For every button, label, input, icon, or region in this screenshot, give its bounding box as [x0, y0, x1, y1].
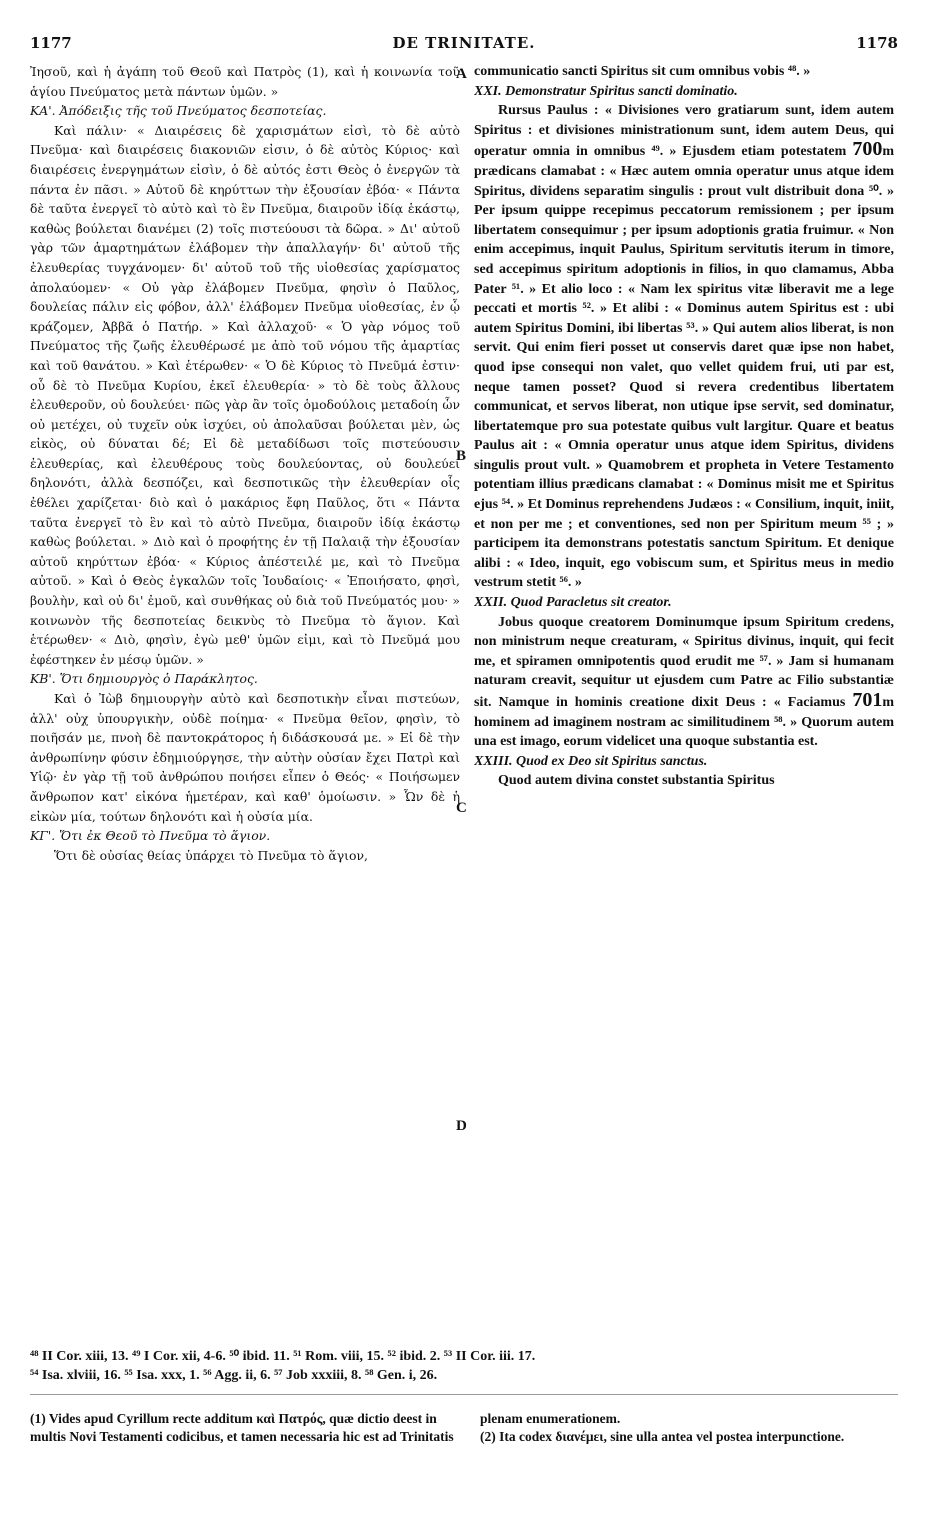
greek-heading-21: ΚΑ'. Ἀπόδειξις τῆς τοῦ Πνεύματος δεσποτείας. — [30, 103, 327, 119]
latin-column — [474, 62, 894, 1334]
footnote-divider — [30, 1394, 898, 1395]
latin-paragraph-1b: m prædicans clamabat : « Hæc autem omnia operatur unus atque idem Spiritus, dividens separatim singulis : prout vult distribuit dona ⁵⁰. » Per ipsum quippe recepimus peccatorum remissionem ; per ipsum libertatem consequimur ; per ipsum adoptionis gratia fruimur. « Non enim accepimus, inquit Paulus, Spiritum servitutis iterum in timore, sed accepimus spiritum adoptionis in filios, in quo clamamus, Abba Pater ⁵¹. » Et alio loco : « Nam lex spiritus vitæ liberavit me a lege peccati et mortis ⁵². » Et alibi : « Dominus autem Spiritus est : ubi autem Spiritus Domini, ibi libertas ⁵³. » Qui autem alios liberat, is non servit. Qui enim fieri posset ut conservis daret quæ ipse non habet, quod ipse consequi non valet, quo vellet quidem frui, uti par est, neque tamen posset? Quod si revera credentibus libertatem communicat, et servos liberat, non utique ipse servit, sed dominatur, libertatemque pro sua potestate quibus vult largitur. Quare et beatus Paulus ait : « Omnia operatur unus atque idem Spiritus, dividens singulis prout vult. » Quamobrem et propheta in Vetere Testamento potentiam illius prædicans clamabat : « Dominus misit me et Spiritus ejus ⁵⁴. » Et Dominus reprehendens Judæos : « Consilium, inquit, iniit, et non per me ; et conventiones, sed non per Spiritum meum ⁵⁵ ; » participem ita demonstrans potestatis sanctum Spiritum. Et denique alibi : « Ideo, inquit, ego vobiscum sum, et Spiritus meus in medio vestrum stetit ⁵⁶. » — [474, 144, 894, 591]
greek-paragraph-3: Ὅτι δὲ οὐσίας θείας ὑπάρχει τὸ Πνεῦμα τὸ ἅγιον, — [54, 847, 368, 863]
latin-paragraph-0: communicatio sancti Spiritus sit cum omnibus vobis ⁴⁸. » — [474, 64, 811, 79]
editor-note-right-2: (2) Ita codex διανέμει, sine ulla antea vel postea interpunctione. — [480, 1429, 845, 1444]
editor-note-right-1: plenam enumerationem. — [480, 1411, 621, 1426]
greek-heading-23: ΚΓ'. Ὅτι ἐκ Θεοῦ τὸ Πνεῦμα τὸ ἅγιον. — [30, 828, 271, 844]
greek-heading-22: ΚΒ'. Ὅτι δημιουργὸς ὁ Παράκλητος. — [30, 671, 258, 687]
latin-heading-23-text: XXIII. Quod ex Deo sit Spiritus sanctus. — [474, 753, 708, 769]
greek-paragraph-2: Καὶ ὁ Ἰὼβ δημιουργὴν αὐτὸ καὶ δεσποτικὴν εἶναι πιστεύων, ἀλλ' οὐχ ὑπουργικὴν, οὐδὲ ποίημα· « Πνεῦμα θεῖον, φησὶν, τὸ ποιῆσάν με, πνοὴ δὲ παντοκράτορος ἡ διδάσκουσά με. » Εἰ δὲ τὴν ἀνθρωπίνην φύσιν ἐδημιούργησε, τὴν αὐτὴν οὐσίαν ἔχει Πατρὶ καὶ Υἱῷ· ἐν γὰρ τῇ τοῦ ἀνθρώπου ποιήσει εἶπεν ὁ Θεός· « Ποιήσωμεν ἄνθρωπον κατ' εἰκόνα ἡμετέραν, καὶ καθ' ὁμοίωσιν. » Ὧν δὲ ἡ εἰκὼν μία, τούτων δηλονότι καὶ ἡ οὐσία μία. — [30, 691, 460, 824]
page-number-right: 1178 — [856, 34, 898, 52]
scripture-refs-line-1: ⁴⁸ II Cor. xiii, 13. ⁴⁹ I Cor. xii, 4-6. ⁵⁰ ibid. 11. ⁵¹ Rom. viii, 15. ⁵² ibid. 2. ⁵³ II Cor. iii. 17. — [30, 1349, 536, 1364]
margin-letter-c: C — [456, 800, 467, 816]
margin-letter-b: B — [456, 448, 467, 464]
page-number-left: 1177 — [30, 34, 72, 52]
editor-note-right — [480, 1410, 898, 1446]
latin-heading-21-text: XXI. Demonstratur Spiritus sancti dominatio. — [474, 83, 738, 99]
latin-paragraph-3: Quod autem divina constet substantia Spiritus — [498, 773, 775, 789]
editor-note-left: (1) Vides apud Cyrillum recte additum καὶ Πατρός, quæ dictio deest in multis Novi Testamenti codicibus, et tamen necessaria hic est ad Trinitatis — [30, 1411, 454, 1444]
page-header — [30, 34, 898, 54]
latin-paragraph-2 — [474, 613, 894, 752]
greek-paragraph-0: Ἰησοῦ, καὶ ἡ ἀγάπη τοῦ Θεοῦ καὶ Πατρὸς (1), καὶ ἡ κοινωνία τοῦ ἁγίου Πνεύματος μετὰ πάντων ὑμῶν. » — [30, 64, 460, 99]
latin-heading-23 — [474, 752, 894, 772]
greek-column — [30, 62, 460, 1334]
greek-paragraph-1: Καὶ πάλιν· « Διαιρέσεις δὲ χαρισμάτων εἰσὶ, τὸ δὲ αὐτὸ Πνεῦμα· καὶ διαιρέσεις διακονιῶν εἰσιν, ὁ δὲ αὐτὸς Κύριος· καὶ διαιρέσεις ἐνεργημάτων εἰσὶν, ὁ δὲ αὐτός ἐστι Θεὸς ὁ ἐνεργῶν τὰ πάντα ἐν πᾶσι. » Αὐτοῦ δὲ κηρύττων τὴν ἐξουσίαν ἐβόα· « Πάντα δὲ ταῦτα ἐνεργεῖ τὸ αὐτὸ καὶ τὸ ἓν Πνεῦμα, διαιροῦν ἰδίᾳ ἑκάστῳ, καθὼς βούλεται διανέμει (2) τοῖς πιστεύουσι τὰ δῶρα. » Δι' αὐτοῦ γὰρ τῶν ἁμαρτημάτων ἐλάβομεν τὴν ἀπαλλαγήν· δι' αὐτοῦ τῆς ἐλευθερίας τυγχάνομεν· δι' αὐτοῦ τοῦ τῆς υἱοθεσίας χαρίσματος ἀπολαύομεν· « Οὐ γὰρ ἐλάβομεν Πνεῦμα, φησὶν ὁ Παῦλος, δουλείας πάλιν εἰς φόβον, ἀλλ' ἐλάβομεν Πνεῦμα υἱοθεσίας, ἐν ᾧ κράζομεν, Ἀββᾶ ὁ Πατήρ. » Καὶ ἀλλαχοῦ· « Ὁ γὰρ νόμος τοῦ Πνεύματος τῆς ζωῆς ἐλευθέρωσέ με ἀπὸ τοῦ νόμου τῆς ἁμαρτίας καὶ τοῦ θανάτου. » Καὶ ἑτέρωθεν· « Ὁ δὲ Κύριος τὸ Πνεῦμά ἐστιν· οὗ δὲ τὸ Πνεῦμα Κυρίου, ἐκεῖ ἐλευθερία· » τὸ δὲ τοὺς ἄλλους ἐλευθεροῦν, οὐ δουλεύει· πῶς γὰρ ἂν τοῖς ὁμοδούλοις μεταδοίη ὧν οὐ μετέχει, οὐ τυχεῖν οὐκ ἰσχύει, οὐ ἀπολαῦσαι βούλεται μὲν, ὡς εἰκὸς, οὐ δύναται δέ; Εἰ δὲ μεταδίδωσι τοῖς πιστεύουσιν ἐλευθερίας, καὶ ἐλευθέρους τοὺς δουλεύοντας, οὐ δουλεύει δηλονότι, ἀλλὰ δεσπόζει, καὶ δεσποτικῶς τὴν ἐλευθερίαν οἷς ἐθέλει χαρίζεται· διὸ καὶ ὁ μακάριος ἔφη Παῦλος, ὅτι « Πάντα ταῦτα ἐνεργεῖ τὸ ἓν καὶ τὸ αὐτὸ Πνεῦμα, διαιροῦν ἰδίᾳ ἑκάστῳ καθὼς βούλεται. » Διὸ καὶ ὁ προφήτης ἐν τῇ Παλαιᾷ τὴν ἐξουσίαν αὐτοῦ κηρύττων ἐβόα· « Κύριος ἀπέστειλέ με, καὶ τὸ Πνεῦμα αὐτοῦ. » Καὶ ὁ Θεὸς ἐγκαλῶν τοῖς Ἰουδαίοις· « Ἐποιήσατο, φησὶ, βουλὴν, καὶ οὐ δι' ἐμοῦ, καὶ συνθήκας οὐ διὰ τοῦ Πνεύματός μου· » κοινωνὸν τῆς δεσποτείας δεικνὺς τὸ Πνεῦμα τὸ ἅγιον. Καὶ ἑτέρωθεν· « Διὸ, φησὶν, ἐγὼ μεθ' ὑμῶν εἰμι, καὶ τὸ Πνεῦμά μου ἐφέστηκεν ἐν μέσῳ ὑμῶν. » — [30, 122, 460, 667]
scripture-refs-line-2: ⁵⁴ Isa. xlviii, 16. ⁵⁵ Isa. xxx, 1. ⁵⁶ Agg. ii, 6. ⁵⁷ Job xxxiii, 8. ⁵⁸ Gen. i, 26. — [30, 1368, 438, 1383]
latin-heading-21 — [474, 82, 894, 102]
running-title: DE TRINITATE. — [392, 34, 536, 52]
latin-paragraph-1a: Rursus Paulus : « Divisiones vero gratiarum sunt, idem autem Spiritus : et divisiones ministrationum sunt, idem autem Deus, qui operatur omnia in omnibus ⁴⁹. » Ejusdem etiam potestatem — [474, 103, 894, 160]
latin-paragraph-2b: m hominem ad imaginem nostram ac similitudinem ⁵⁸. » Quorum autem una est imago, eorum videlicet una quoque substantia est. — [474, 695, 894, 750]
latin-heading-22-text: XXII. Quod Paracletus sit creator. — [474, 595, 672, 611]
latin-paragraph-1 — [474, 101, 894, 593]
column-number-700: 700 — [852, 138, 883, 161]
latin-heading-22 — [474, 593, 894, 613]
latin-paragraph-2a: Jobus quoque creatorem Dominumque ipsum Spiritum credens, non ministrum neque creaturam, « Spiritus divinus, inquit, qui fecit me, et spiramen omnipotentis quod erudit me ⁵⁷. » Jam si humanam naturam creavit, sequitur ut ejusdem cum Patre ac Filio substantiæ sit. Namque in hominis creatione dixit Deus : « Faciamus — [474, 614, 894, 710]
margin-letter-a: A — [456, 66, 467, 82]
column-number-701: 701 — [852, 689, 883, 711]
margin-letter-d: D — [456, 1118, 467, 1134]
